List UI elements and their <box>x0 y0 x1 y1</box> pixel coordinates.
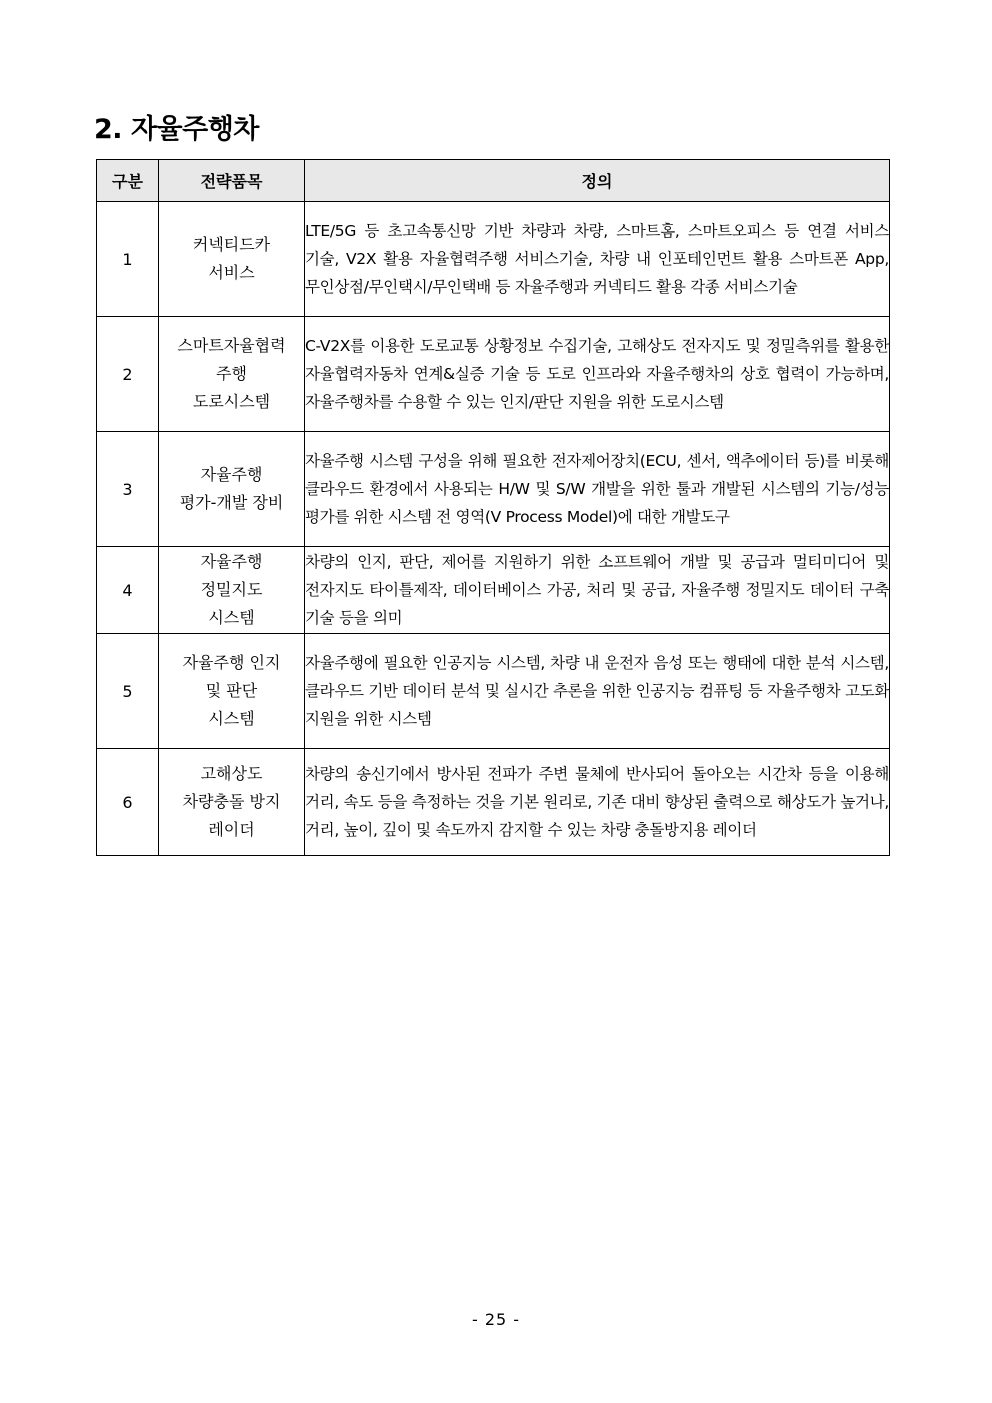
strategic-item-line: 자율주행 <box>200 552 263 571</box>
strategic-item <box>159 432 305 547</box>
row-number: 6 <box>97 749 159 856</box>
strategic-item-line: 정밀지도 <box>200 580 263 599</box>
strategic-item-line: 주행 <box>216 364 247 383</box>
strategic-item-line: 및 판단 <box>205 681 258 700</box>
strategic-item-line: 시스템 <box>208 709 255 728</box>
definition-text: 차량의 송신기에서 방사된 전파가 주변 물체에 반사되어 돌아오는 시간차 등을 이용해 거리, 속도 등을 측정하는 것을 기본 원리로, 기존 대비 향상된 출력으로 해상도가 높거나, 거리, 높이, 깊이 및 속도까지 감지할 수 있는 차량 충돌방지용 레이더 <box>305 749 890 856</box>
strategic-item-line: 커넥티드카 <box>192 235 271 254</box>
strategic-item-line: 시스템 <box>208 608 255 627</box>
definition-text: 자율주행에 필요한 인공지능 시스템, 차량 내 운전자 음성 또는 행태에 대한 분석 시스템, 클라우드 기반 데이터 분석 및 실시간 추론을 위한 인공지능 컴퓨팅 등 자율주행차 고도화 지원을 위한 시스템 <box>305 634 890 749</box>
definition-text: 자율주행 시스템 구성을 위해 필요한 전자제어장치(ECU, 센서, 액추에이터 등)를 비롯해 클라우드 환경에서 사용되는 H/W 및 S/W 개발을 위한 툴과 개발된 시스템의 기능/성능 평가를 위한 시스템 전 영역(V Process Model)에 대한 개발도구 <box>305 432 890 547</box>
row-number: 5 <box>97 634 159 749</box>
strategic-item <box>159 749 305 856</box>
header-category: 구분 <box>97 160 159 202</box>
table-row <box>97 202 890 317</box>
strategy-table <box>96 159 890 856</box>
strategic-item-line: 차량충돌 방지 <box>182 792 281 811</box>
strategic-item-line: 레이더 <box>208 820 255 839</box>
table-row <box>97 634 890 749</box>
row-number: 1 <box>97 202 159 317</box>
strategic-item-line: 서비스 <box>208 263 255 282</box>
header-definition: 정의 <box>305 160 890 202</box>
definition-text: LTE/5G 등 초고속통신망 기반 차량과 차량, 스마트홈, 스마트오피스 등 연결 서비스 기술, V2X 활용 자율협력주행 서비스기술, 차량 내 인포테인먼트 활용 스마트폰 App, 무인상점/무인택시/무인택배 등 자율주행과 커넥티드 활용 각종 서비스기술 <box>305 202 890 317</box>
row-number: 4 <box>97 547 159 634</box>
table-row <box>97 749 890 856</box>
strategic-item <box>159 317 305 432</box>
header-strategic-item: 전략품목 <box>159 160 305 202</box>
definition-text: C-V2X를 이용한 도로교통 상황정보 수집기술, 고해상도 전자지도 및 정밀측위를 활용한 자율협력자동차 연계&실증 기술 등 도로 인프라와 자율주행차의 상호 협력이 가능하며, 자율주행차를 수용할 수 있는 인지/판단 지원을 위한 도로시스템 <box>305 317 890 432</box>
row-number: 3 <box>97 432 159 547</box>
strategic-item-line: 자율주행 <box>200 465 263 484</box>
table-row <box>97 317 890 432</box>
definition-text: 차량의 인지, 판단, 제어를 지원하기 위한 소프트웨어 개발 및 공급과 멀티미디어 및 전자지도 타이틀제작, 데이터베이스 가공, 처리 및 공급, 자율주행 정밀지도 데이터 구축 기술 등을 의미 <box>305 547 890 634</box>
strategic-item <box>159 202 305 317</box>
section-title: 2. 자율주행차 <box>94 114 259 145</box>
table-row <box>97 432 890 547</box>
strategic-item-line: 자율주행 인지 <box>182 653 281 672</box>
row-number: 2 <box>97 317 159 432</box>
strategic-item-line: 스마트자율협력 <box>177 336 286 355</box>
table-row <box>97 547 890 634</box>
table-header-row <box>97 160 890 202</box>
strategic-item-line: 평가-개발 장비 <box>179 493 284 512</box>
page-number: - 25 - <box>471 1310 521 1329</box>
strategic-item <box>159 634 305 749</box>
strategic-item <box>159 547 305 634</box>
strategic-item-line: 도로시스템 <box>192 392 271 411</box>
strategic-item-line: 고해상도 <box>200 764 263 783</box>
